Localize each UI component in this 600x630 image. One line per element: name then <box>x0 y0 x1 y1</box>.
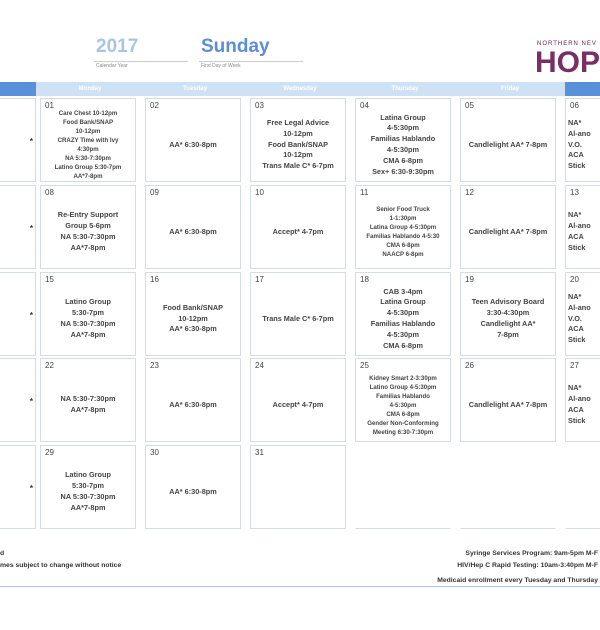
event-line: Kidney Smart 2-3:30pm <box>369 374 437 382</box>
event-line: ACA <box>568 232 584 241</box>
event-line: Latina Group <box>380 112 426 122</box>
calendar-year: 2017 <box>96 36 139 57</box>
event-line: CMA 6-8pm <box>383 155 423 165</box>
event-list <box>146 196 240 268</box>
calendar-cell-fri[interactable] <box>460 272 556 356</box>
event-line: NA 5:30-7:30pm <box>60 492 116 501</box>
calendar-cell-thu[interactable] <box>355 445 451 529</box>
calendar-cell-thu[interactable] <box>355 358 451 442</box>
event-list <box>41 283 135 355</box>
event-list <box>461 196 555 268</box>
day-number: 20 <box>570 275 579 284</box>
calendar-cell-sunday <box>0 358 36 442</box>
event-line: Accept* 4-7pm <box>272 226 324 236</box>
event-list <box>146 456 240 528</box>
event-line: NA* <box>568 118 582 127</box>
event-line: AA*7-8pm <box>70 405 106 414</box>
day-number: 01 <box>45 101 54 110</box>
event-line: 4-5:30pm <box>389 401 417 409</box>
calendar-cell-fri[interactable] <box>460 98 556 182</box>
event-line: Group 5-6pm <box>65 221 111 231</box>
footer-syringe-services: Syringe Services Program: 9am-5pm M-F <box>465 550 598 557</box>
calendar-cell-sat[interactable] <box>565 358 600 442</box>
event-line: Candlelight AA* 7-8pm <box>468 399 548 409</box>
calendar-cell-wed[interactable] <box>250 272 346 356</box>
sunday-mark: * <box>29 224 33 233</box>
sunday-mark: * <box>29 484 33 493</box>
first-day-of-week: Sunday <box>201 36 270 57</box>
event-list <box>356 283 450 355</box>
event-line: Familias Hablando 4-5:30 <box>366 233 440 240</box>
day-number: 18 <box>360 275 369 284</box>
event-list <box>146 109 240 181</box>
event-line: NA 5:30-7:30pm <box>65 155 111 162</box>
event-line: 1-1:30pm <box>389 215 417 222</box>
event-line: V.O. <box>568 139 582 149</box>
calendar-cell-wed[interactable] <box>250 358 346 442</box>
event-line: Care Chest 10-12pm <box>58 110 118 117</box>
weekday-band-sunday <box>0 82 36 96</box>
calendar-cell-mon[interactable] <box>40 272 136 356</box>
event-line: AA* 6:30-8pm <box>169 486 217 496</box>
event-line: CRAZY Time with Ivy <box>57 137 119 144</box>
day-number: 08 <box>45 188 54 197</box>
event-line: 5:30-7pm <box>71 481 105 491</box>
calendar-cell-sat[interactable] <box>565 272 600 356</box>
event-line: 4-5:30pm <box>386 123 420 133</box>
calendar-cell-wed[interactable] <box>250 445 346 529</box>
day-number: 23 <box>150 361 159 370</box>
first-day-label: First Day of Week <box>201 63 241 69</box>
event-line: Food Bank/SNAP <box>163 302 223 312</box>
day-number: 15 <box>45 275 54 284</box>
event-line: NA 5:30-7:30pm <box>60 319 116 328</box>
day-number: 16 <box>150 275 159 284</box>
event-list <box>146 369 240 441</box>
event-line: Gender Non-Conforming <box>367 419 439 427</box>
event-list <box>356 109 450 181</box>
footer-medicaid: Medicaid enrollment every Tuesday and Thursday <box>437 577 598 584</box>
event-list <box>566 369 600 441</box>
event-line: V.O. <box>568 313 582 323</box>
calendar-cell-tue[interactable] <box>145 272 241 356</box>
divider <box>94 61 188 62</box>
event-line: NA 5:30-7:30pm <box>60 394 116 404</box>
event-line: Familias Hablando <box>370 134 436 144</box>
event-list <box>251 196 345 268</box>
event-line: Stick <box>568 415 586 425</box>
dayname-monday: Monday <box>78 86 102 92</box>
calendar-cell-tue[interactable] <box>145 185 241 269</box>
event-line: ACA <box>568 324 584 334</box>
event-line: 10-12pm <box>178 313 208 323</box>
event-list <box>566 283 600 355</box>
event-line: Free Legal Advice <box>266 118 330 127</box>
event-line: Al-ano <box>568 394 591 404</box>
event-line: Candlelight AA* 7-8pm <box>468 226 548 236</box>
event-line: AA* 6:30-8pm <box>169 139 217 149</box>
event-line: Teen Advisory Board <box>471 297 545 307</box>
event-line: Latino Group 4-5:30pm <box>369 383 437 391</box>
event-list <box>566 456 600 528</box>
calendar-cell-wed[interactable] <box>250 98 346 182</box>
event-list <box>356 456 450 528</box>
event-line: CAB 3-4pm <box>383 286 423 296</box>
event-line: Familias Hablando <box>370 319 436 328</box>
dayname-friday: Friday <box>500 86 519 92</box>
calendar-cell-sat[interactable] <box>565 98 600 182</box>
event-line: Candlelight AA* 7-8pm <box>468 139 548 149</box>
calendar-cell-thu[interactable] <box>355 272 451 356</box>
day-number: 26 <box>465 361 474 370</box>
calendar-cell-thu[interactable] <box>355 185 451 269</box>
calendar-cell-sunday <box>0 98 36 182</box>
day-number: 03 <box>255 101 264 110</box>
event-line: Stick <box>568 161 586 171</box>
event-line: Familias Hablando <box>376 392 430 400</box>
event-list <box>461 369 555 441</box>
event-line: AA* 6:30-8pm <box>169 399 217 409</box>
event-list <box>251 369 345 441</box>
event-line: AA* 6:30-8pm <box>169 324 217 334</box>
event-line: Food Bank/SNAP <box>62 119 114 126</box>
event-line: 10-12pm <box>283 128 313 138</box>
calendar-cell-mon[interactable] <box>40 358 136 442</box>
event-line: Re-Entry Support <box>57 210 119 220</box>
event-line: 7-8pm <box>497 329 519 339</box>
calendar-cell-sat[interactable] <box>565 185 600 269</box>
event-list <box>461 109 555 181</box>
day-number: 10 <box>255 188 264 197</box>
day-number: 04 <box>360 101 369 110</box>
event-list <box>461 283 555 355</box>
day-number: 13 <box>570 188 579 197</box>
day-number: 27 <box>570 361 579 370</box>
sunday-mark: * <box>29 397 33 406</box>
event-line: 10-12pm <box>283 150 313 160</box>
dayname-thursday: Thursday <box>391 86 419 92</box>
day-number: 22 <box>45 361 54 370</box>
calendar-cell-mon[interactable] <box>40 445 136 529</box>
event-line: ACA <box>568 405 584 414</box>
event-list <box>41 369 135 441</box>
day-number: 09 <box>150 188 159 197</box>
event-line: NA* <box>568 210 582 220</box>
event-line: Trans Male C* 6-7pm <box>262 161 334 171</box>
event-line: 4-5:30pm <box>386 329 420 339</box>
sunday-mark: * <box>29 137 33 146</box>
event-line: Stick <box>568 335 586 345</box>
calendar-cell-sunday <box>0 185 36 269</box>
event-line: Candlelight AA* <box>480 319 536 328</box>
event-line: Trans Male C* 6-7pm <box>262 313 334 323</box>
footer-hiv-testing: HIV/Hep C Rapid Testing: 10am-3:40pm M-F <box>457 562 598 569</box>
day-number: 17 <box>255 275 264 284</box>
event-line: Al-ano <box>568 128 591 138</box>
event-line: Accept* 4-7pm <box>272 399 324 409</box>
event-line: 4-5:30pm <box>386 145 420 154</box>
event-line: 3:30-4:30pm <box>486 308 530 318</box>
event-line: Latina Group 4-5:30pm <box>369 224 437 231</box>
event-line: NAACP 6-8pm <box>382 251 424 258</box>
day-number: 25 <box>360 361 369 370</box>
event-line: NA 5:30-7:30pm <box>60 232 116 241</box>
event-line: AA*7-8pm <box>73 173 103 180</box>
event-line: Al-ano <box>568 221 591 231</box>
day-number: 05 <box>465 101 474 110</box>
event-list <box>251 283 345 355</box>
event-line: 4:30pm <box>77 146 99 153</box>
event-line: AA*7-8pm <box>70 329 106 339</box>
event-line: CMA 6-8pm <box>386 242 420 249</box>
event-line: AA*7-8pm <box>70 242 106 252</box>
calendar-cell-tue[interactable] <box>145 358 241 442</box>
footer-left-1: d <box>0 550 5 557</box>
day-number: 19 <box>465 275 474 284</box>
calendar-cell-sunday <box>0 272 36 356</box>
calendar-cell-mon[interactable] <box>40 185 136 269</box>
calendar-cell-sat[interactable] <box>565 445 600 529</box>
weekday-band-saturday <box>565 82 600 96</box>
event-line: Latino Group <box>65 470 111 480</box>
event-list <box>461 456 555 528</box>
event-line: Sex+ 6:30-9:30pm <box>372 166 434 176</box>
event-line: ACA <box>568 150 584 160</box>
event-list <box>251 456 345 528</box>
footer-divider <box>0 586 600 587</box>
calendar-cell-wed[interactable] <box>250 185 346 269</box>
calendar-cell-fri[interactable] <box>460 358 556 442</box>
calendar-cell-fri[interactable] <box>460 445 556 529</box>
event-line: AA* 6:30-8pm <box>169 226 217 236</box>
logo: HOP <box>535 46 600 79</box>
calendar-cell-thu[interactable] <box>355 98 451 182</box>
event-line: Latino Group 5:30-7pm <box>54 164 122 171</box>
day-number: 30 <box>150 448 159 457</box>
event-list <box>41 196 135 268</box>
event-line: 4-5:30pm <box>386 308 420 318</box>
footer-left-2: mes subject to change without notice <box>0 562 122 569</box>
event-line: 5:30-7pm <box>71 308 105 318</box>
calendar-year-label: Calendar Year <box>96 63 128 69</box>
event-line: CMA 6-8pm <box>386 410 420 418</box>
event-list <box>41 109 135 181</box>
day-number: 24 <box>255 361 264 370</box>
event-list <box>251 109 345 181</box>
event-line: 10-12pm <box>75 128 101 135</box>
calendar-cell-tue[interactable] <box>145 98 241 182</box>
event-line: NA* <box>568 292 582 301</box>
event-line: Latina Group <box>380 297 426 307</box>
event-line: Meeting 6:30-7:30pm <box>372 428 434 436</box>
day-number: 06 <box>570 101 579 110</box>
event-list <box>356 369 450 441</box>
calendar-cell-tue[interactable] <box>145 445 241 529</box>
event-line: Stick <box>568 242 586 252</box>
event-list <box>566 109 600 181</box>
day-number: 29 <box>45 448 54 457</box>
calendar-cell-fri[interactable] <box>460 185 556 269</box>
day-number: 31 <box>255 448 264 457</box>
dayname-wednesday: Wednesday <box>283 86 317 92</box>
day-number: 02 <box>150 101 159 110</box>
event-list <box>356 196 450 268</box>
event-line: CMA 6-8pm <box>383 340 423 350</box>
event-line: AA*7-8pm <box>70 502 106 512</box>
event-line: Senior Food Truck <box>376 206 430 213</box>
event-list <box>146 283 240 355</box>
logo-subtitle: NORTHERN NEV <box>537 41 597 47</box>
calendar-cell-sunday <box>0 445 36 529</box>
event-list <box>41 456 135 528</box>
event-line: Food Bank/SNAP <box>268 139 328 149</box>
calendar-cell-mon[interactable] <box>40 98 136 182</box>
dayname-tuesday: Tuesday <box>183 86 207 92</box>
event-line: NA* <box>568 383 582 393</box>
divider <box>199 61 303 62</box>
event-list <box>566 196 600 268</box>
day-number: 11 <box>360 188 369 197</box>
event-line: Al-ano <box>568 302 591 312</box>
sunday-mark: * <box>29 311 33 320</box>
event-line: Latino Group <box>65 297 111 307</box>
day-number: 12 <box>465 188 474 197</box>
